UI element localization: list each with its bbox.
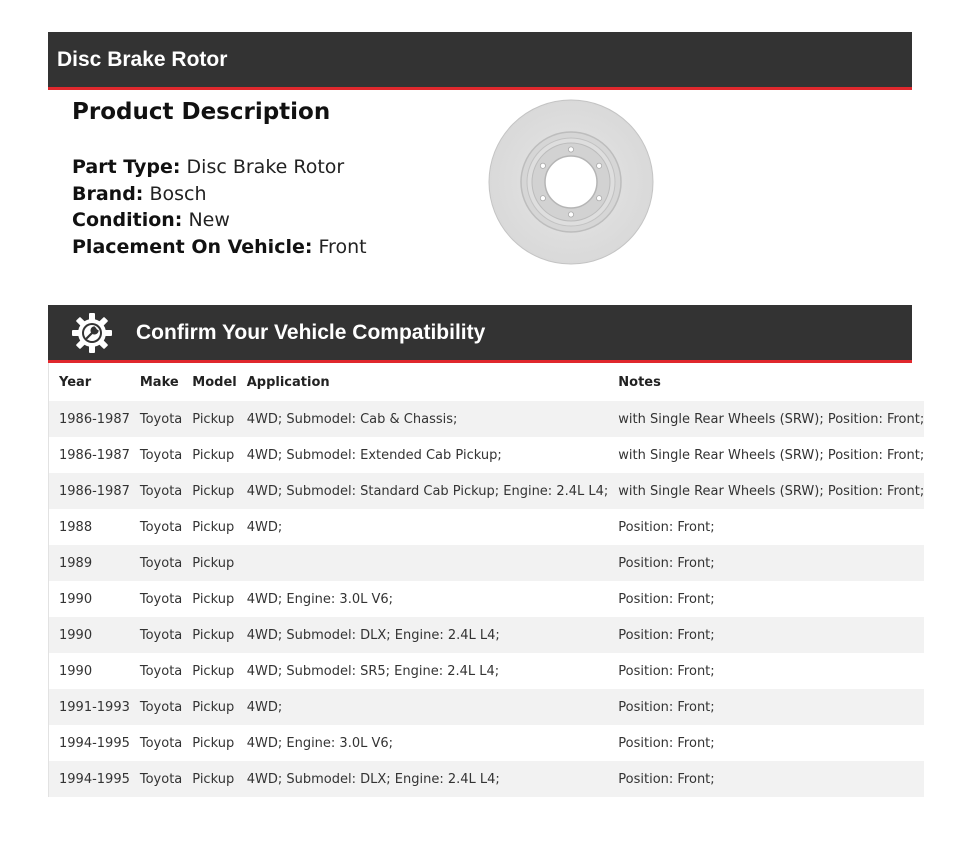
field-label: Brand: [72, 182, 144, 205]
field-value: Front [318, 235, 367, 258]
cell-model: Pickup [182, 653, 236, 689]
cell-year: 1988 [49, 509, 130, 545]
cell-year: 1990 [49, 653, 130, 689]
cell-make: Toyota [130, 725, 182, 761]
cell-make: Toyota [130, 545, 182, 581]
cell-make: Toyota [130, 617, 182, 653]
cell-application: 4WD; Submodel: DLX; Engine: 2.4L L4; [237, 761, 609, 797]
table-row [49, 725, 924, 761]
cell-model: Pickup [182, 509, 236, 545]
cell-model: Pickup [182, 473, 236, 509]
cell-application: 4WD; [237, 509, 609, 545]
table-header-row [49, 363, 924, 401]
field-label: Condition: [72, 209, 183, 231]
cell-year: 1986-1987 [49, 473, 130, 509]
cell-notes: Position: Front; [608, 509, 924, 545]
table-row [49, 545, 924, 581]
product-description-heading: Product Description [72, 99, 331, 125]
table-row [49, 509, 924, 545]
compatibility-title: Confirm Your Vehicle Compatibility [136, 320, 486, 344]
column-header-application: Application [237, 363, 609, 401]
cell-notes: Position: Front; [608, 545, 924, 581]
cell-model: Pickup [182, 689, 236, 725]
compatibility-table [49, 363, 924, 797]
cell-year: 1986-1987 [49, 437, 130, 473]
compatibility-bar [48, 305, 912, 363]
column-header-year: Year [49, 363, 130, 401]
cell-application: 4WD; Engine: 3.0L V6; [237, 581, 609, 617]
column-header-notes: Notes [608, 363, 924, 401]
cell-make: Toyota [130, 401, 182, 437]
cell-application: 4WD; [237, 689, 609, 725]
field-placement [72, 234, 472, 261]
cell-make: Toyota [130, 653, 182, 689]
cell-make: Toyota [130, 761, 182, 797]
field-condition [72, 207, 472, 234]
brake-rotor-image [488, 99, 654, 265]
field-part-type [72, 154, 472, 181]
cell-notes: with Single Rear Wheels (SRW); Position: Front; [608, 401, 924, 437]
cell-notes: Position: Front; [608, 761, 924, 797]
cell-model: Pickup [182, 725, 236, 761]
table-row [49, 437, 924, 473]
field-value: Disc Brake Rotor [186, 156, 345, 178]
cell-notes: Position: Front; [608, 581, 924, 617]
cell-year: 1989 [49, 545, 130, 581]
cell-notes: with Single Rear Wheels (SRW); Position: Front; [608, 437, 924, 473]
table-row [49, 689, 924, 725]
table-row [49, 761, 924, 797]
field-value: New [188, 209, 230, 231]
column-header-model: Model [182, 363, 236, 401]
cell-application: 4WD; Submodel: SR5; Engine: 2.4L L4; [237, 653, 609, 689]
cell-model: Pickup [182, 437, 236, 473]
cell-notes: Position: Front; [608, 725, 924, 761]
field-value: Bosch [149, 182, 207, 205]
cell-notes: Position: Front; [608, 617, 924, 653]
field-brand [72, 181, 472, 208]
table-row [49, 401, 924, 437]
cell-make: Toyota [130, 509, 182, 545]
cell-application [237, 545, 609, 581]
column-header-make: Make [130, 363, 182, 401]
field-label: Placement On Vehicle: [72, 235, 313, 258]
cell-application: 4WD; Engine: 3.0L V6; [237, 725, 609, 761]
cell-application: 4WD; Submodel: Standard Cab Pickup; Engine: 2.4L L4; [237, 473, 609, 509]
gear-wrench-icon [70, 311, 114, 355]
product-description [72, 96, 472, 260]
cell-year: 1990 [49, 581, 130, 617]
cell-year: 1991-1993 [49, 689, 130, 725]
cell-model: Pickup [182, 581, 236, 617]
title-bar [48, 32, 912, 90]
compatibility-table-wrapper [48, 363, 925, 797]
cell-notes: Position: Front; [608, 653, 924, 689]
table-row [49, 617, 924, 653]
cell-make: Toyota [130, 473, 182, 509]
cell-notes: with Single Rear Wheels (SRW); Position: Front; [608, 473, 924, 509]
cell-model: Pickup [182, 545, 236, 581]
field-label: Part Type: [72, 156, 181, 178]
table-row [49, 653, 924, 689]
cell-application: 4WD; Submodel: Extended Cab Pickup; [237, 437, 609, 473]
cell-make: Toyota [130, 689, 182, 725]
cell-year: 1990 [49, 617, 130, 653]
cell-model: Pickup [182, 401, 236, 437]
cell-make: Toyota [130, 581, 182, 617]
page-title: Disc Brake Rotor [57, 47, 228, 71]
cell-application: 4WD; Submodel: Cab & Chassis; [237, 401, 609, 437]
cell-application: 4WD; Submodel: DLX; Engine: 2.4L L4; [237, 617, 609, 653]
cell-model: Pickup [182, 761, 236, 797]
cell-notes: Position: Front; [608, 689, 924, 725]
cell-year: 1994-1995 [49, 725, 130, 761]
cell-year: 1986-1987 [49, 401, 130, 437]
cell-year: 1994-1995 [49, 761, 130, 797]
table-row [49, 581, 924, 617]
cell-make: Toyota [130, 437, 182, 473]
table-row [49, 473, 924, 509]
cell-model: Pickup [182, 617, 236, 653]
